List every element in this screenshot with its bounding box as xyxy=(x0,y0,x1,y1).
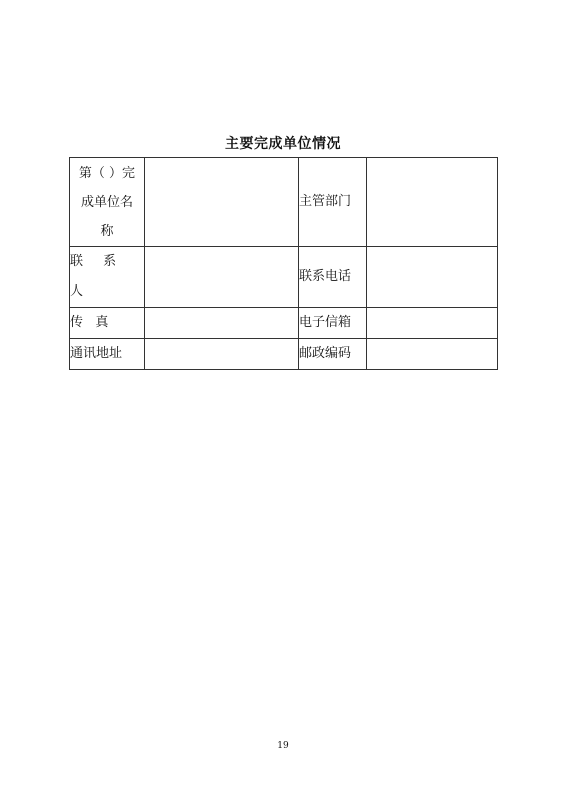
mailing-address-label: 通讯地址 xyxy=(70,339,145,370)
contact-phone-value xyxy=(367,247,498,308)
fax-value xyxy=(145,308,299,339)
unit-name-label-cell xyxy=(70,158,145,247)
postal-code-label: 邮政编码 xyxy=(299,339,367,370)
table-row xyxy=(70,158,498,247)
supervising-dept-value xyxy=(367,158,498,247)
table-row xyxy=(70,308,498,339)
email-value xyxy=(367,308,498,339)
table-row xyxy=(70,339,498,370)
unit-name-label-line-3: 称 xyxy=(100,223,114,239)
contact-person-label: 联 系 人 xyxy=(70,247,145,308)
mailing-address-value xyxy=(145,339,299,370)
postal-code-value xyxy=(367,339,498,370)
unit-name-label-line-1: 第（ ）完 xyxy=(78,165,136,181)
contact-person-value xyxy=(145,247,299,308)
table-row xyxy=(70,247,498,308)
fax-label: 传 真 xyxy=(70,308,145,339)
unit-name-label-line-2: 成单位名 xyxy=(80,194,133,210)
email-label: 电子信箱 xyxy=(299,308,367,339)
unit-name-value xyxy=(145,158,299,247)
contact-phone-label: 联系电话 xyxy=(299,247,367,308)
unit-info-table xyxy=(69,157,498,370)
supervising-dept-label: 主管部门 xyxy=(299,158,367,247)
section-title: 主要完成单位情况 xyxy=(225,136,341,152)
page-number: 19 xyxy=(277,741,289,751)
